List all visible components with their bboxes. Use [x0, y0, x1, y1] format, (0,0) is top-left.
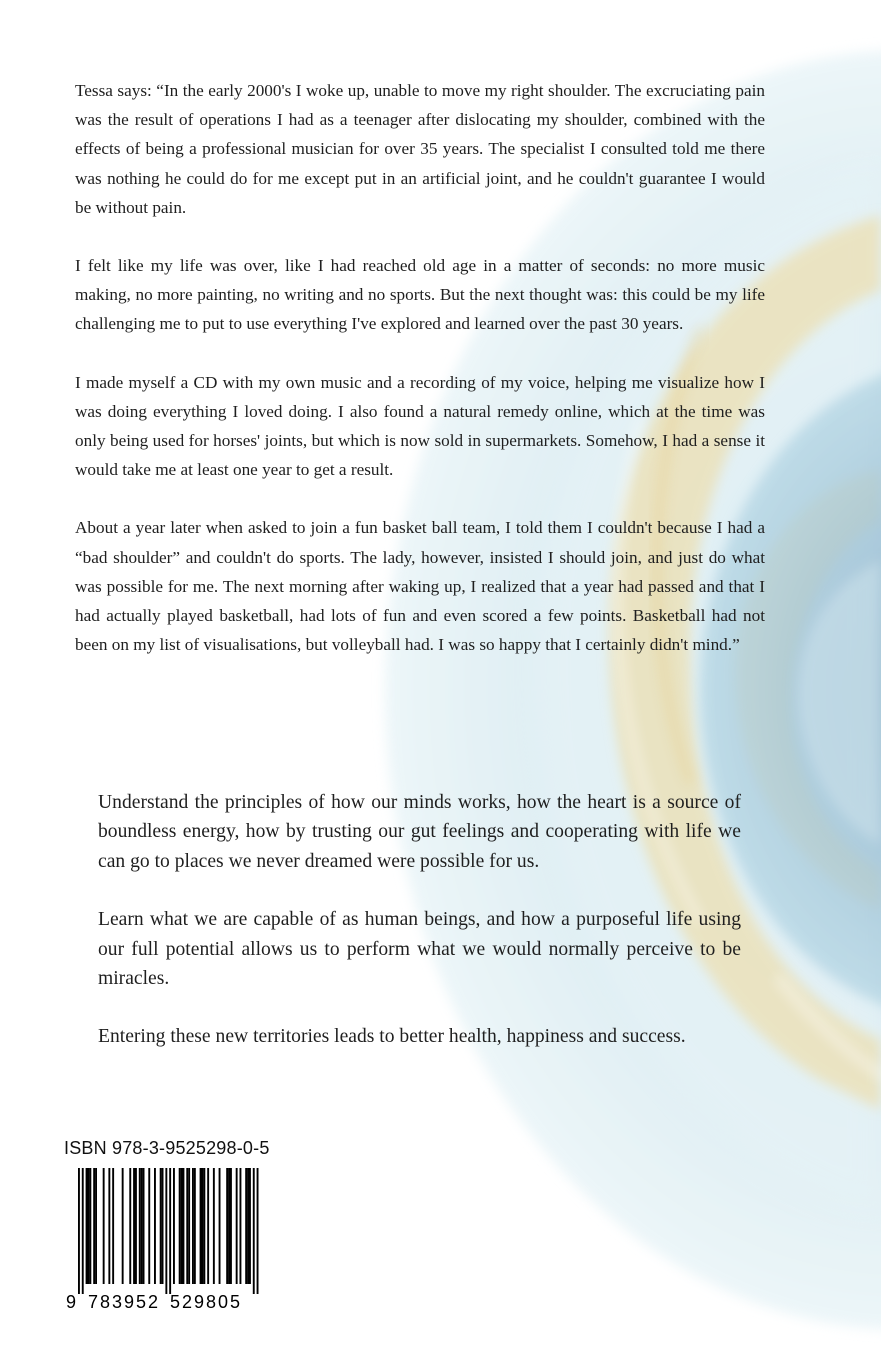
barcode-bar [247, 1168, 249, 1284]
blurb-paragraph: About a year later when asked to join a fun basket ball team, I told them I couldn't because I had a “bad shoulder” and couldn't do sports. The lady, however, insisted I should join, and just do what was possible for me. The next morning after waking up, I realized that a year had passed and that I had actually played basketball, had lots of fun and even scored a few points. Basketball had not been on my list of visualisations, but volleyball had. I was so happy that I certainly didn't mind.” [75, 518, 765, 655]
barcode-bar [93, 1168, 95, 1284]
blurb-testimonial [75, 76, 765, 688]
barcode-bar [200, 1168, 202, 1284]
isbn-label: ISBN 978-3-9525298-0-5 [64, 1138, 270, 1158]
barcode-bar [95, 1168, 97, 1284]
barcode-bar [129, 1168, 131, 1284]
barcode-bar [112, 1168, 114, 1284]
barcode-bar [236, 1168, 238, 1284]
barcode-bar [139, 1168, 141, 1284]
blurb-paragraph: I felt like my life was over, like I had reached old age in a matter of seconds: no more music making, no more painting, no writing and no sports. But the next thought was: this could be my life challenging me to put to use everything I've explored and learned over the past 30 years. [75, 256, 765, 334]
barcode-bar [228, 1168, 230, 1284]
barcode-bar [181, 1168, 183, 1284]
barcode-bar [173, 1168, 175, 1284]
barcode-bar [207, 1168, 209, 1284]
barcode-bar [202, 1168, 204, 1284]
barcode-bar [245, 1168, 247, 1284]
barcode-bar [148, 1168, 150, 1284]
barcode-bar [88, 1168, 90, 1284]
barcode-bar [253, 1168, 255, 1294]
barcode-bar [240, 1168, 242, 1284]
blurb-paragraph: Tessa says: “In the early 2000's I woke up, unable to move my right shoulder. The excruciating pain was the result of operations I had as a teenager after dislocating my shoulder, combined with the effects of being a professional musician for over 35 years. The specialist I consulted told me there was nothing he could do for me except put in an artificial joint, and he couldn't guarantee I would be without pain. [75, 81, 765, 217]
barcode-bar [78, 1168, 80, 1294]
barcode-bar [188, 1168, 190, 1284]
barcode-bar [133, 1168, 135, 1284]
barcode-bar [257, 1168, 259, 1294]
barcode-bar [108, 1168, 110, 1284]
isbn-barcode [62, 1162, 262, 1312]
barcode-bar [219, 1168, 221, 1284]
barcode-first-digit: 9 [66, 1292, 77, 1312]
barcode-bar [103, 1168, 105, 1284]
barcode-bar [141, 1168, 143, 1284]
barcode-bar [194, 1168, 196, 1284]
barcode-bar [160, 1168, 162, 1284]
barcode-bar [122, 1168, 124, 1284]
barcode-bar [192, 1168, 194, 1284]
barcode-bar [89, 1168, 91, 1284]
barcode-bar [165, 1168, 167, 1294]
summary-paragraph: Learn what we are capable of as human beings, and how a purposeful life using our full potential allows us to perform what we would normally perceive to be miracles. [98, 909, 741, 990]
barcode-bar [179, 1168, 181, 1284]
barcode-bar [186, 1168, 188, 1284]
barcode-bar [213, 1168, 215, 1284]
barcode-bar [143, 1168, 145, 1284]
barcode-bar [249, 1168, 251, 1284]
summary-paragraph: Understand the principles of how our minds works, how the heart is a source of boundless energy, how by trusting our gut feelings and cooperating with life we can go to places we never dreamed were possible for us. [98, 792, 741, 872]
barcode-bar [86, 1168, 88, 1284]
barcode-bar [183, 1168, 185, 1284]
barcode-bar [135, 1168, 137, 1284]
barcode-left-digits: 783952 [88, 1292, 161, 1312]
barcode-bar [162, 1168, 164, 1284]
blurb-paragraph: I made myself a CD with my own music and a recording of my voice, helping me visualize how I was doing everything I loved doing. I also found a natural remedy online, which at the time was only being used for horses' joints, but which is now sold in supermarkets. Somehow, I had a sense it would take me at least one year to get a result. [75, 372, 765, 480]
summary-paragraph: Entering these new territories leads to better health, happiness and success. [98, 1026, 686, 1048]
barcode-bar [203, 1168, 205, 1284]
barcode-bar [154, 1168, 156, 1284]
book-summary [98, 788, 741, 1081]
barcode-bar [226, 1168, 228, 1284]
barcode-bar [82, 1168, 84, 1294]
barcode-bar [230, 1168, 232, 1284]
barcode-bar [169, 1168, 171, 1294]
barcode-right-digits: 529805 [170, 1292, 243, 1312]
